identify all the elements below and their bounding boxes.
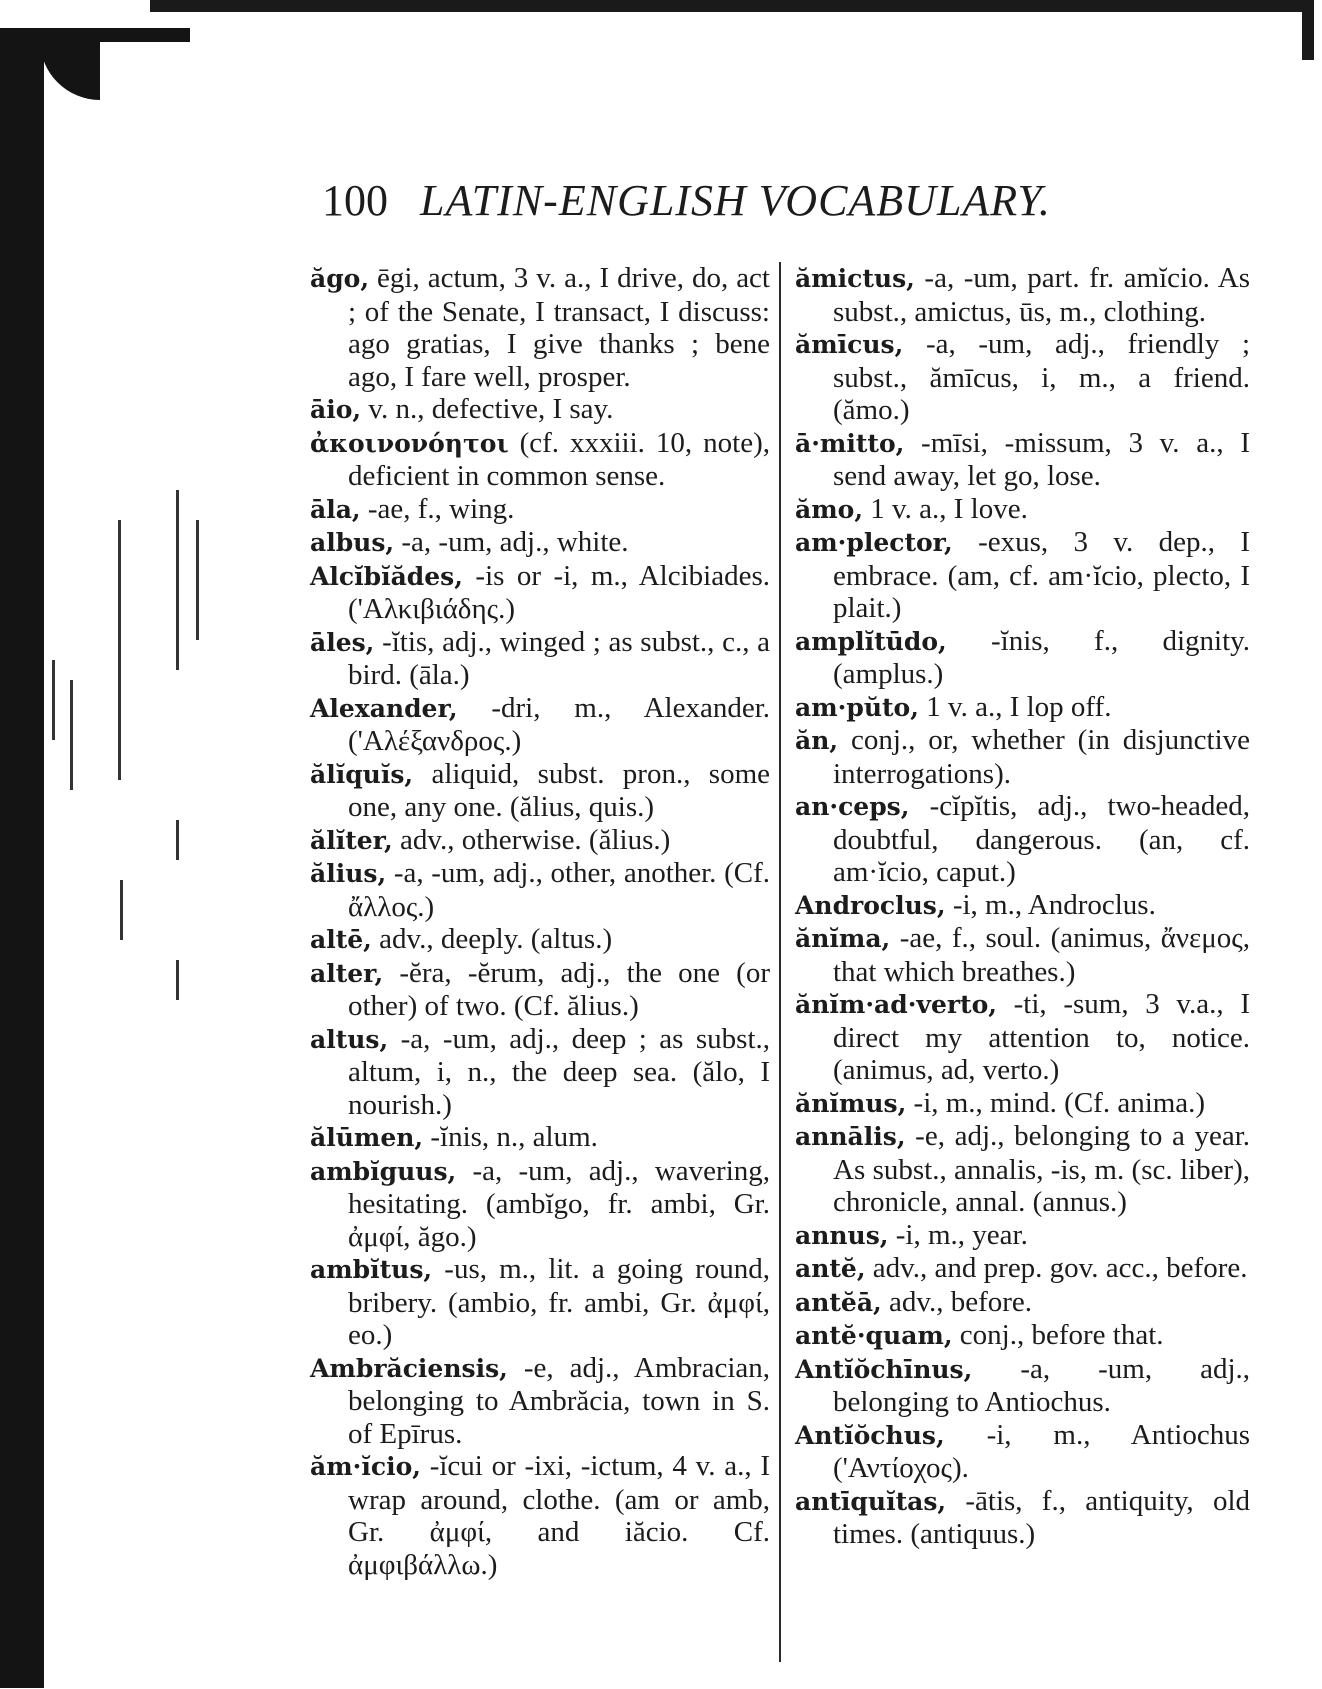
entry-headword: ălius, bbox=[310, 859, 387, 888]
entry-headword: Ambrăciensis, bbox=[310, 1353, 508, 1383]
entry-definition: 1 v. a., I love. bbox=[870, 492, 1028, 525]
dictionary-entry bbox=[310, 427, 770, 493]
entry-headword: altē, bbox=[310, 925, 372, 954]
dictionary-entry bbox=[795, 1087, 1250, 1121]
entry-headword: amplĭtūdo, bbox=[795, 626, 947, 656]
entry-headword: ăgo, bbox=[310, 264, 370, 293]
entry-definition: -e, adj., belonging to a year. As subst., annalis, -is, m. (sc. liber), chronicle, annal. (annus.) bbox=[833, 1120, 1250, 1218]
dictionary-entry bbox=[795, 1219, 1250, 1253]
entry-definition: -mīsi, -missum, 3 v. a., I send away, let go, lose. bbox=[833, 426, 1250, 492]
column-divider bbox=[779, 262, 781, 1662]
dictionary-entry bbox=[310, 262, 770, 393]
scan-border-curl bbox=[40, 40, 100, 100]
entry-headword: ălūmen, bbox=[310, 1123, 424, 1152]
dictionary-entry bbox=[795, 625, 1250, 691]
entry-definition: (cf. xxxiii. 10, note), deficient in common sense. bbox=[348, 426, 770, 492]
entry-definition: -ĕra, -ĕrum, adj., the one (or other) of two. (Cf. ălius.) bbox=[348, 956, 770, 1022]
dictionary-entry bbox=[795, 922, 1250, 988]
entry-headword: alter, bbox=[310, 958, 384, 988]
dictionary-entry bbox=[795, 328, 1250, 427]
entry-definition: conj., before that. bbox=[959, 1319, 1164, 1351]
dictionary-entry bbox=[310, 626, 770, 692]
entry-headword: ănĭmus, bbox=[795, 1088, 907, 1118]
entry-definition: -a, -um, adj., belonging to Antiochus. bbox=[833, 1352, 1250, 1418]
entry-headword: annālis, bbox=[795, 1122, 906, 1151]
right-column bbox=[795, 262, 1250, 1551]
dictionary-entry bbox=[795, 1286, 1250, 1320]
entry-definition: adv., and prep. gov. acc., before. bbox=[872, 1252, 1248, 1284]
left-column bbox=[310, 262, 770, 1581]
entry-headword: an·ceps, bbox=[795, 792, 910, 821]
entry-headword: ā·mitto, bbox=[795, 428, 905, 458]
entry-definition: -exus, 3 v. dep., I embrace. (am, cf. am·ĭcio, plecto, I plait.) bbox=[833, 526, 1250, 624]
entry-definition: -i, m., Antiochus ('Αντίοχος). bbox=[833, 1418, 1251, 1484]
entry-definition: -a, -um, part. fr. amĭcio. As subst., amictus, ūs, m., clothing. bbox=[833, 262, 1250, 328]
entry-headword: Antĭŏchus, bbox=[795, 1420, 945, 1450]
dictionary-entry bbox=[795, 526, 1250, 625]
entry-definition: -a, -um, adj., friendly ; subst., ămīcus, i, m., a friend. (ămo.) bbox=[833, 328, 1251, 426]
entry-headword: annus, bbox=[795, 1220, 889, 1250]
dictionary-entry bbox=[795, 724, 1250, 790]
entry-headword: antīquĭtas, bbox=[795, 1486, 947, 1516]
entry-definition: -a, -um, adj., deep ; as subst., altum, i, n., the deep sea. (ălo, I nourish.) bbox=[348, 1022, 770, 1121]
dictionary-entry bbox=[795, 1252, 1250, 1286]
entry-definition: -is or -i, m., Alcibiades. ('Αλκιβιάδης.) bbox=[348, 559, 770, 625]
entry-definition: -dri, m., Alexander. ('Αλέξανδρος.) bbox=[348, 691, 770, 757]
entry-definition: -a, -um, adj., wavering, hesitating. (ambĭgo, fr. ambi, Gr. ἀμφί, ăgo.) bbox=[348, 1154, 770, 1253]
dictionary-entry bbox=[795, 790, 1250, 889]
entry-headword: Antĭŏchīnus, bbox=[795, 1354, 973, 1384]
entry-headword: ălĭquĭs, bbox=[310, 759, 414, 789]
dictionary-entry bbox=[795, 691, 1250, 725]
entry-headword: ăm·ĭcio, bbox=[310, 1452, 421, 1481]
entry-headword: am·plector, bbox=[795, 528, 953, 557]
entry-definition: -i, m., year. bbox=[895, 1218, 1028, 1251]
entry-headword: ămo, bbox=[795, 494, 864, 524]
entry-headword: antĕ, bbox=[795, 1254, 866, 1283]
entry-headword: albus, bbox=[310, 528, 395, 557]
dictionary-entry bbox=[310, 857, 770, 923]
entry-headword: am·pŭto, bbox=[795, 692, 919, 722]
entry-definition: adv., before. bbox=[888, 1285, 1033, 1318]
entry-definition: ēgi, actum, 3 v. a., I drive, do, act ; of the Senate, I transact, I discuss: ago gratias, I give thanks ; bene ago, I fare well, prosper. bbox=[348, 262, 770, 393]
entry-headword: āles, bbox=[310, 627, 375, 657]
dictionary-entry bbox=[310, 824, 770, 858]
entry-headword: ămictus, bbox=[795, 264, 915, 293]
scan-border-top bbox=[150, 0, 1310, 12]
entry-headword: Androclus, bbox=[795, 890, 946, 920]
entry-definition: -i, m., mind. (Cf. anima.) bbox=[913, 1086, 1206, 1119]
dictionary-entry bbox=[310, 1253, 770, 1352]
entry-headword: altus, bbox=[310, 1024, 389, 1054]
dictionary-entry bbox=[310, 1450, 770, 1581]
entry-headword: ăn, bbox=[795, 726, 839, 755]
dictionary-entry bbox=[795, 1419, 1250, 1485]
entry-headword: ănĭm·ad·verto, bbox=[795, 990, 997, 1019]
entry-definition: adv., otherwise. (ălius.) bbox=[399, 823, 671, 856]
dictionary-entry bbox=[795, 493, 1250, 527]
entry-definition: -ĭtis, adj., winged ; as subst., c., a bird. (āla.) bbox=[348, 625, 770, 691]
entry-definition: -a, -um, adj., white. bbox=[401, 526, 629, 558]
entry-definition: adv., deeply. (altus.) bbox=[379, 923, 613, 955]
entry-headword: ἀκοινονόητοι bbox=[310, 428, 509, 458]
entry-headword: ambĭtus, bbox=[310, 1255, 433, 1284]
entry-headword: ălĭter, bbox=[310, 825, 393, 855]
dictionary-entry bbox=[795, 1485, 1250, 1551]
entry-headword: Alcĭbĭădes, bbox=[310, 561, 463, 591]
entry-definition: 1 v. a., I lop off. bbox=[926, 690, 1112, 723]
dictionary-entry bbox=[310, 393, 770, 427]
dictionary-entry bbox=[310, 560, 770, 626]
entry-definition: -ĭnis, n., alum. bbox=[430, 1121, 598, 1153]
dictionary-entry bbox=[795, 1120, 1250, 1219]
dictionary-entry bbox=[310, 758, 770, 824]
entry-headword: ambĭguus, bbox=[310, 1156, 457, 1186]
entry-headword: Alexander, bbox=[310, 693, 458, 723]
entry-definition: -ae, f., soul. (animus, ἄνεμος, that which breathes.) bbox=[833, 922, 1250, 988]
dictionary-entry bbox=[795, 262, 1250, 328]
entry-definition: -i, m., Androclus. bbox=[952, 888, 1156, 921]
dictionary-entry bbox=[310, 1352, 770, 1451]
entry-headword: āio, bbox=[310, 395, 362, 424]
scan-border-left bbox=[0, 28, 44, 1688]
entry-definition: v. n., defective, I say. bbox=[368, 393, 614, 425]
dictionary-entry bbox=[310, 1023, 770, 1122]
dictionary-entry bbox=[310, 692, 770, 758]
entry-definition: -ae, f., wing. bbox=[367, 492, 515, 525]
entry-definition: -e, adj., Ambracian, belonging to Ambrăcia, town in S. of Epīrus. bbox=[348, 1351, 770, 1450]
dictionary-entry bbox=[795, 427, 1250, 493]
dictionary-entry bbox=[795, 988, 1250, 1087]
entry-headword: antĕ·quam, bbox=[795, 1321, 953, 1350]
dictionary-entry bbox=[310, 526, 770, 560]
entry-definition: -ātis, f., antiquity, old times. (antiquus.) bbox=[833, 1484, 1250, 1550]
dictionary-entry bbox=[795, 889, 1250, 923]
entry-definition: aliquid, subst. pron., some one, any one. (ălius, quis.) bbox=[348, 757, 771, 823]
dictionary-entry bbox=[310, 923, 770, 957]
scan-border-right bbox=[1302, 0, 1314, 60]
dictionary-entry bbox=[310, 1155, 770, 1254]
entry-definition: -a, -um, adj., other, another. (Cf. ἄλλος.) bbox=[348, 857, 770, 923]
entry-definition: conj., or, whether (in disjunctive interrogations). bbox=[833, 724, 1251, 790]
entry-headword: antĕā, bbox=[795, 1287, 882, 1317]
entry-headword: ămīcus, bbox=[795, 330, 904, 359]
entry-headword: āla, bbox=[310, 494, 361, 524]
entry-definition: -us, m., lit. a going round, bribery. (ambio, fr. ambi, Gr. ἀμφί, eo.) bbox=[348, 1253, 770, 1351]
dictionary-entry bbox=[795, 1353, 1250, 1419]
entry-headword: ănĭma, bbox=[795, 924, 891, 953]
entry-definition: -ti, -sum, 3 v.a., I direct my attention to, notice. (animus, ad, verto.) bbox=[833, 988, 1251, 1086]
dictionary-entry bbox=[310, 493, 770, 527]
page-title: LATIN-ENGLISH VOCABULARY. bbox=[420, 176, 1051, 225]
dictionary-entry bbox=[795, 1319, 1250, 1353]
entry-definition: -ĭcui or -ixi, -ictum, 4 v. a., I wrap around, clothe. (am or amb, Gr. ἀμφί, and iăcio. Cf. ἀμφιβάλλω.) bbox=[348, 1450, 770, 1581]
entry-definition: -ĭnis, f., dignity. (amplus.) bbox=[833, 624, 1250, 690]
entry-definition: -cĭpĭtis, adj., two-headed, doubtful, dangerous. (an, cf. am·ĭcio, caput.) bbox=[833, 790, 1250, 888]
dictionary-entry bbox=[310, 957, 770, 1023]
page-number: 100 bbox=[322, 176, 388, 225]
dictionary-entry bbox=[310, 1121, 770, 1155]
page-header bbox=[322, 175, 1222, 226]
